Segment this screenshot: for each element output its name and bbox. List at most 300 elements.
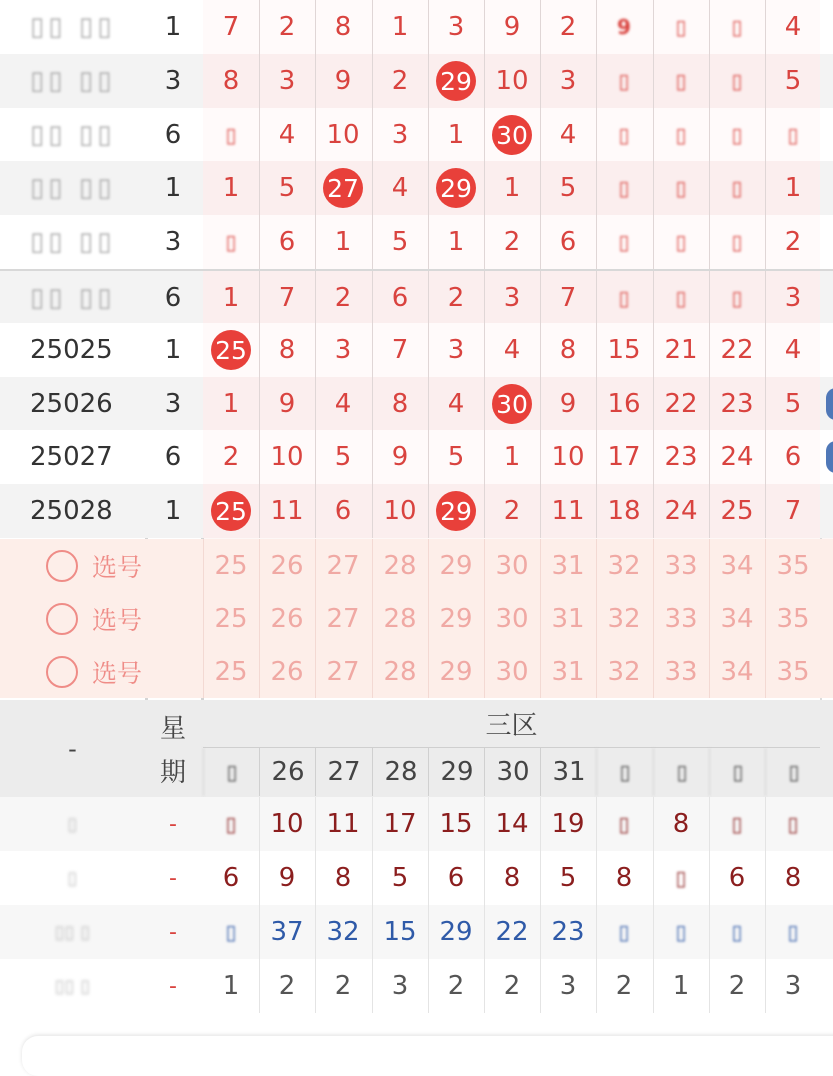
stat-value: 9: [278, 863, 296, 893]
number-cell[interactable]: 1: [222, 389, 240, 419]
radio-circle-icon[interactable]: [46, 656, 78, 688]
column-divider: [259, 108, 260, 162]
column-divider: [315, 539, 316, 592]
number-cell[interactable]: [484, 377, 540, 431]
column-divider: [372, 108, 373, 162]
column-divider: [259, 161, 260, 215]
column-divider: [259, 323, 260, 377]
hit-ball[interactable]: 29: [436, 491, 476, 531]
number-cell[interactable]: 1: [334, 227, 352, 257]
column-divider: [428, 108, 429, 162]
column-divider: [540, 959, 541, 1013]
hit-ball[interactable]: 29: [436, 61, 476, 101]
number-cell[interactable]: 3: [447, 12, 465, 42]
column-divider: [259, 271, 260, 325]
column-divider: [315, 323, 316, 377]
number-cell[interactable]: 4: [784, 335, 802, 365]
hit-ball[interactable]: 25: [211, 491, 251, 531]
column-divider: [540, 905, 541, 959]
number-cell[interactable]: 23: [720, 389, 754, 419]
number-cell[interactable]: 3: [334, 335, 352, 365]
selectable-number[interactable]: 28: [383, 603, 417, 634]
number-cell[interactable]: ▯: [731, 123, 743, 147]
selectable-number[interactable]: 25: [214, 656, 248, 687]
column-divider: [653, 592, 654, 645]
weekday-value: 1: [164, 173, 182, 203]
stats-column-header: ▯: [653, 748, 710, 796]
history-row: [0, 430, 833, 484]
column-divider: [372, 539, 373, 592]
column-divider: [596, 592, 597, 645]
stats-weekday: -: [169, 973, 177, 999]
history-row: [0, 269, 833, 325]
number-cell[interactable]: 2: [447, 283, 465, 313]
number-cell[interactable]: 11: [270, 496, 304, 526]
stat-value: 6: [222, 863, 240, 893]
number-cell[interactable]: 22: [720, 335, 754, 365]
selectable-number[interactable]: 27: [326, 656, 360, 687]
column-divider: [709, 323, 710, 377]
number-cell[interactable]: 2: [559, 12, 577, 42]
stat-value: ▯: [225, 920, 237, 944]
column-divider: [540, 539, 541, 592]
number-cell[interactable]: 7: [278, 283, 296, 313]
column-divider: [484, 797, 485, 851]
column-divider: [372, 215, 373, 269]
column-divider: [372, 851, 373, 905]
number-cell[interactable]: 2: [391, 66, 409, 96]
number-cell[interactable]: 21: [664, 335, 698, 365]
number-cell[interactable]: 4: [559, 120, 577, 150]
column-divider: [596, 905, 597, 959]
number-cell[interactable]: 9: [278, 389, 296, 419]
number-cell[interactable]: ▯: [618, 286, 630, 310]
issue-number: ▯▯ ▯▯: [30, 120, 116, 150]
number-cell[interactable]: 2: [334, 283, 352, 313]
zone-title: 三区: [203, 700, 820, 748]
column-divider: [709, 851, 710, 905]
column-divider: [259, 215, 260, 269]
column-divider: [653, 108, 654, 162]
selectable-number[interactable]: 27: [326, 603, 360, 634]
selectable-number[interactable]: 33: [664, 550, 698, 581]
selectable-number[interactable]: 30: [495, 656, 529, 687]
column-divider: [315, 959, 316, 1013]
stats-row: [0, 959, 833, 1013]
column-divider: [765, 0, 766, 54]
number-cell[interactable]: 10: [495, 66, 529, 96]
selectable-number[interactable]: 34: [720, 603, 754, 634]
selectable-number[interactable]: 34: [720, 656, 754, 687]
issue-number: ▯▯ ▯▯: [30, 227, 116, 257]
column-divider: [709, 215, 710, 269]
hit-ball[interactable]: 25: [211, 330, 251, 370]
stat-value: 37: [270, 917, 304, 947]
number-cell[interactable]: ▯: [675, 230, 687, 254]
column-divider: [372, 645, 373, 698]
column-divider: [765, 539, 766, 592]
selectable-number[interactable]: 30: [495, 550, 529, 581]
number-cell[interactable]: 4: [278, 120, 296, 150]
number-cell[interactable]: 5: [559, 173, 577, 203]
column-divider: [765, 161, 766, 215]
stat-value: 14: [495, 809, 529, 839]
number-cell[interactable]: 2: [784, 227, 802, 257]
column-divider: [315, 108, 316, 162]
stat-value: ▯: [675, 866, 687, 890]
number-cell[interactable]: 5: [278, 173, 296, 203]
number-cell[interactable]: 6: [784, 442, 802, 472]
number-cell[interactable]: 3: [447, 335, 465, 365]
column-divider: [540, 54, 541, 108]
number-cell[interactable]: ▯: [618, 69, 630, 93]
number-cell[interactable]: 8: [391, 389, 409, 419]
column-divider: [653, 430, 654, 484]
select-number-toggle[interactable]: [46, 539, 142, 592]
column-divider: [596, 851, 597, 905]
number-cell[interactable]: 22: [664, 389, 698, 419]
number-cell[interactable]: 2: [503, 227, 521, 257]
column-divider: [596, 161, 597, 215]
weekday-header-top: 星: [159, 713, 186, 744]
number-cell[interactable]: 7: [391, 335, 409, 365]
column-divider: [428, 592, 429, 645]
column-divider: [540, 0, 541, 54]
column-divider: [709, 54, 710, 108]
number-cell[interactable]: 9: [559, 389, 577, 419]
stats-column-header: 26: [259, 748, 316, 796]
number-cell[interactable]: 24: [720, 442, 754, 472]
column-divider: [765, 484, 766, 538]
number-cell[interactable]: 7: [784, 496, 802, 526]
stat-value: 11: [326, 809, 360, 839]
hit-ball[interactable]: 27: [323, 168, 363, 208]
number-cell[interactable]: 2: [222, 442, 240, 472]
column-divider: [540, 645, 541, 698]
number-cell[interactable]: 5: [784, 66, 802, 96]
number-cell[interactable]: 1: [447, 227, 465, 257]
column-divider: [596, 377, 597, 431]
column-divider: [540, 430, 541, 484]
column-divider: [372, 0, 373, 54]
number-cell[interactable]: 7: [222, 12, 240, 42]
number-cell[interactable]: 1: [503, 442, 521, 472]
number-cell[interactable]: 10: [383, 496, 417, 526]
number-cell[interactable]: 7: [559, 283, 577, 313]
weekday-value: 3: [164, 389, 182, 419]
selection-row[interactable]: [0, 592, 833, 645]
column-divider: [428, 905, 429, 959]
select-label: 选号: [92, 605, 143, 635]
number-cell[interactable]: ▯: [731, 176, 743, 200]
number-cell[interactable]: 10: [270, 442, 304, 472]
stat-value: 32: [326, 917, 360, 947]
history-row: [0, 323, 833, 377]
weekday-value: 6: [164, 283, 182, 313]
weekday-value: 1: [164, 496, 182, 526]
number-cell[interactable]: 18: [607, 496, 641, 526]
number-cell[interactable]: [428, 54, 484, 108]
number-cell[interactable]: 17: [607, 442, 641, 472]
number-cell[interactable]: [315, 161, 371, 215]
selectable-number[interactable]: 28: [383, 550, 417, 581]
number-cell[interactable]: 4: [391, 173, 409, 203]
number-cell[interactable]: 9: [391, 442, 409, 472]
selectable-number[interactable]: 25: [214, 550, 248, 581]
number-cell[interactable]: 9: [503, 12, 521, 42]
stat-value: 17: [383, 809, 417, 839]
number-cell[interactable]: 5: [391, 227, 409, 257]
number-cell[interactable]: 16: [607, 389, 641, 419]
number-cell[interactable]: 5: [784, 389, 802, 419]
selectable-number[interactable]: 31: [551, 656, 585, 687]
column-divider: [765, 108, 766, 162]
number-cell[interactable]: ▯: [618, 230, 630, 254]
select-number-toggle[interactable]: [46, 645, 142, 698]
stat-value: ▯: [675, 920, 687, 944]
number-cell[interactable]: 9: [334, 66, 352, 96]
number-cell[interactable]: 4: [334, 389, 352, 419]
number-cell[interactable]: 1: [391, 12, 409, 42]
stat-value: 15: [383, 917, 417, 947]
number-cell[interactable]: [428, 484, 484, 538]
number-cell[interactable]: [484, 108, 540, 162]
scroll-marker[interactable]: [826, 388, 833, 420]
selectable-number[interactable]: 33: [664, 656, 698, 687]
number-cell[interactable]: 3: [503, 283, 521, 313]
column-divider: [484, 54, 485, 108]
stat-value: 2: [447, 971, 465, 1001]
column-divider: [765, 323, 766, 377]
selectable-number[interactable]: 35: [776, 603, 810, 634]
number-cell[interactable]: 1: [447, 120, 465, 150]
column-divider: [596, 323, 597, 377]
number-cell[interactable]: 5: [447, 442, 465, 472]
stats-column-header: 29: [428, 748, 485, 796]
number-cell[interactable]: ▯: [731, 69, 743, 93]
number-cell[interactable]: 6: [559, 227, 577, 257]
weekday-value: 6: [164, 442, 182, 472]
number-cell[interactable]: 15: [607, 335, 641, 365]
number-cell[interactable]: ▯: [675, 176, 687, 200]
issue-number: ▯▯ ▯▯: [30, 66, 116, 96]
history-row: [0, 161, 833, 215]
stat-value: 5: [391, 863, 409, 893]
history-row: [0, 377, 833, 431]
number-cell[interactable]: 6: [391, 283, 409, 313]
number-cell[interactable]: ▯: [618, 123, 630, 147]
selection-row[interactable]: [0, 539, 833, 592]
column-divider: [709, 377, 710, 431]
bottom-panel: [22, 1036, 833, 1076]
number-cell[interactable]: ▯: [731, 230, 743, 254]
number-cell[interactable]: 5: [334, 442, 352, 472]
column-divider: [484, 108, 485, 162]
number-cell[interactable]: 3: [278, 66, 296, 96]
selectable-number[interactable]: 29: [439, 656, 473, 687]
column-divider: [315, 645, 316, 698]
number-cell[interactable]: [203, 323, 259, 377]
number-cell[interactable]: 11: [551, 496, 585, 526]
number-cell[interactable]: 10: [326, 120, 360, 150]
number-cell[interactable]: ▯: [675, 286, 687, 310]
selectable-number[interactable]: 31: [551, 603, 585, 634]
number-cell[interactable]: ▯: [225, 230, 237, 254]
column-divider: [259, 484, 260, 538]
number-cell[interactable]: 8: [559, 335, 577, 365]
column-divider: [540, 323, 541, 377]
number-cell[interactable]: 9: [617, 15, 631, 39]
column-divider: [596, 539, 597, 592]
selectable-number[interactable]: 28: [383, 656, 417, 687]
stats-row: [0, 797, 833, 851]
stats-column-header: 27: [315, 748, 372, 796]
number-cell[interactable]: ▯: [731, 15, 743, 39]
number-cell[interactable]: 4: [503, 335, 521, 365]
weekday-value: 3: [164, 227, 182, 257]
selectable-number[interactable]: 32: [607, 603, 641, 634]
number-cell[interactable]: 23: [664, 442, 698, 472]
number-cell[interactable]: [203, 484, 259, 538]
column-divider: [259, 592, 260, 645]
column-divider: [428, 323, 429, 377]
selectable-number[interactable]: 35: [776, 550, 810, 581]
hit-ball[interactable]: 29: [436, 168, 476, 208]
hit-ball[interactable]: 30: [492, 115, 532, 155]
column-divider: [765, 215, 766, 269]
number-cell[interactable]: 4: [447, 389, 465, 419]
number-cell[interactable]: 8: [334, 12, 352, 42]
selectable-number[interactable]: 26: [270, 656, 304, 687]
radio-circle-icon[interactable]: [46, 550, 78, 582]
selectable-number[interactable]: 34: [720, 550, 754, 581]
number-cell[interactable]: ▯: [675, 123, 687, 147]
number-cell[interactable]: 6: [334, 496, 352, 526]
history-row: [0, 108, 833, 162]
selectable-number[interactable]: 29: [439, 603, 473, 634]
hit-ball[interactable]: 30: [492, 384, 532, 424]
number-cell[interactable]: 1: [503, 173, 521, 203]
selection-row[interactable]: [0, 645, 833, 698]
stat-value: 3: [784, 971, 802, 1001]
column-divider: [203, 645, 204, 698]
number-cell[interactable]: 1: [222, 173, 240, 203]
scroll-marker[interactable]: [826, 441, 833, 473]
stat-value: 8: [672, 809, 690, 839]
column-divider: [653, 645, 654, 698]
column-divider: [596, 108, 597, 162]
number-cell[interactable]: 3: [784, 283, 802, 313]
selectable-number[interactable]: 27: [326, 550, 360, 581]
selectable-number[interactable]: 32: [607, 656, 641, 687]
number-cell[interactable]: 1: [222, 283, 240, 313]
column-divider: [259, 905, 260, 959]
column-divider: [596, 271, 597, 325]
selectable-number[interactable]: 26: [270, 550, 304, 581]
column-divider: [765, 592, 766, 645]
radio-circle-icon[interactable]: [46, 603, 78, 635]
number-cell[interactable]: ▯: [675, 15, 687, 39]
number-cell[interactable]: 2: [278, 12, 296, 42]
column-divider: [709, 905, 710, 959]
number-cell[interactable]: ▯: [618, 176, 630, 200]
column-divider: [484, 645, 485, 698]
selectable-number[interactable]: 26: [270, 603, 304, 634]
stats-column-header: ▯: [596, 748, 653, 796]
column-divider: [709, 430, 710, 484]
stat-value: 2: [334, 971, 352, 1001]
stats-column-header: 31: [540, 748, 597, 796]
number-cell[interactable]: ▯: [787, 123, 799, 147]
column-divider: [653, 959, 654, 1013]
selectable-number[interactable]: 25: [214, 603, 248, 634]
number-cell[interactable]: 6: [278, 227, 296, 257]
selectable-number[interactable]: 30: [495, 603, 529, 634]
stats-column-header: ▯: [709, 748, 766, 796]
selectable-number[interactable]: 29: [439, 550, 473, 581]
number-cell[interactable]: ▯: [675, 69, 687, 93]
column-divider: [540, 161, 541, 215]
number-cell[interactable]: 3: [391, 120, 409, 150]
column-divider: [428, 271, 429, 325]
column-divider: [709, 271, 710, 325]
column-divider: [540, 851, 541, 905]
stat-value: ▯: [787, 812, 799, 836]
issue-number: ▯▯ ▯▯: [30, 173, 116, 203]
stat-value: 6: [728, 863, 746, 893]
column-divider: [540, 108, 541, 162]
selectable-number[interactable]: 33: [664, 603, 698, 634]
number-cell[interactable]: 24: [664, 496, 698, 526]
column-divider: [765, 905, 766, 959]
number-cell[interactable]: 25: [720, 496, 754, 526]
column-divider: [653, 539, 654, 592]
number-cell[interactable]: ▯: [731, 286, 743, 310]
stats-column-header: 30: [484, 748, 541, 796]
selectable-number[interactable]: 32: [607, 550, 641, 581]
stats-weekday: -: [169, 919, 177, 945]
stat-value: ▯: [787, 920, 799, 944]
column-divider: [709, 108, 710, 162]
column-divider: [259, 430, 260, 484]
selectable-number[interactable]: 31: [551, 550, 585, 581]
stat-value: ▯: [225, 812, 237, 836]
stat-value: 2: [615, 971, 633, 1001]
stat-value: 3: [559, 971, 577, 1001]
column-divider: [540, 484, 541, 538]
number-cell[interactable]: 10: [551, 442, 585, 472]
number-cell[interactable]: ▯: [225, 123, 237, 147]
number-cell[interactable]: [428, 161, 484, 215]
column-divider: [259, 797, 260, 851]
column-divider: [428, 54, 429, 108]
stats-row: [0, 851, 833, 905]
number-cell[interactable]: 2: [503, 496, 521, 526]
select-number-toggle[interactable]: [46, 592, 142, 645]
number-cell[interactable]: 3: [559, 66, 577, 96]
column-divider: [540, 215, 541, 269]
number-cell[interactable]: 8: [278, 335, 296, 365]
number-cell[interactable]: 8: [222, 66, 240, 96]
stat-value: 29: [439, 917, 473, 947]
column-divider: [315, 851, 316, 905]
number-cell[interactable]: 4: [784, 12, 802, 42]
column-divider: [484, 592, 485, 645]
column-divider: [315, 377, 316, 431]
selectable-number[interactable]: 35: [776, 656, 810, 687]
column-divider: [372, 377, 373, 431]
number-cell[interactable]: 1: [784, 173, 802, 203]
